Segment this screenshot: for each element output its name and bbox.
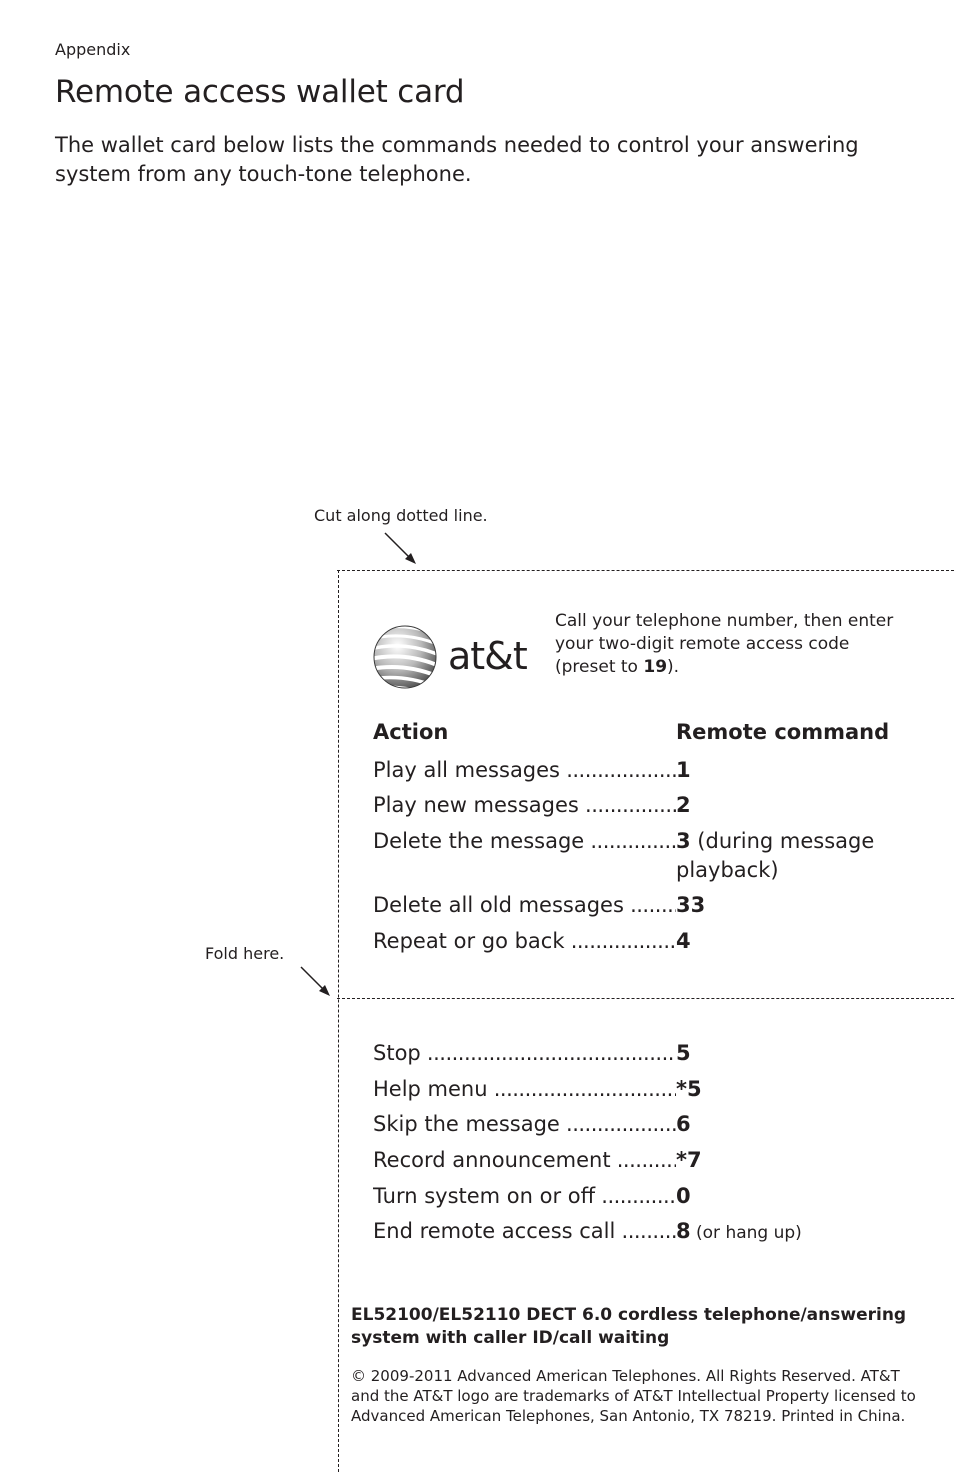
copyright-notice: © 2009-2011 Advanced American Telephones. All Rights Reserved. AT&T and the AT&T logo are trademarks of AT&T Intellectual Property licensed to Advanced American Telephones, San Antonio, TX 78219. Printed in China. (351, 1367, 916, 1425)
command-key: 8 (676, 1219, 691, 1243)
action-label: Turn system on or off ..... (373, 1182, 676, 1211)
action-label: Delete all old messages ..... (373, 891, 676, 920)
action-label: Repeat or go back ..... (373, 927, 676, 956)
command-row (373, 791, 933, 820)
action-label: Record announcement ..... (373, 1146, 676, 1175)
command-key: 1 (676, 758, 691, 782)
command-key: 6 (676, 1112, 691, 1136)
section-label: Appendix (55, 40, 131, 59)
page-title: Remote access wallet card (55, 74, 465, 110)
action-label: Help menu ..... (373, 1075, 676, 1104)
action-label: Play all messages ..... (373, 756, 676, 785)
command-row (373, 1182, 933, 1213)
command-key: 0 (676, 1184, 691, 1208)
command-key: 2 (676, 793, 691, 817)
command-key: 3 (676, 829, 691, 853)
command-row (373, 1110, 933, 1141)
cut-line-left (338, 570, 339, 1472)
command-row (373, 927, 933, 956)
command-row (373, 1039, 933, 1070)
action-label: Stop ..... (373, 1039, 676, 1068)
fold-instruction: Fold here. (205, 944, 285, 963)
command-column-header: Remote command (676, 720, 890, 744)
att-logo-text: at&t (448, 634, 527, 678)
command-key: *7 (676, 1148, 702, 1172)
intro-paragraph: The wallet card below lists the commands needed to control your answering system from any touch-tone telephone. (55, 133, 859, 186)
cut-instruction: Cut along dotted line. (314, 506, 488, 525)
command-note: (during message playback) (676, 829, 875, 882)
model-description: EL52100/EL52110 DECT 6.0 cordless telephone/answering system with caller ID/call waiting (351, 1305, 907, 1348)
action-column-header: Action (373, 720, 449, 744)
action-label: End remote access call ..... (373, 1217, 676, 1246)
command-row (373, 827, 933, 885)
action-label: Delete the message ..... (373, 827, 676, 856)
command-key: 33 (676, 893, 706, 917)
fold-arrow-icon (300, 966, 334, 1000)
cut-line-top (337, 570, 954, 571)
cut-arrow-icon (384, 532, 418, 566)
command-row (373, 891, 933, 920)
call-instructions: Call your telephone number, then enter your two-digit remote access code (preset to 19). (555, 611, 894, 677)
action-label: Play new messages ..... (373, 791, 676, 820)
fold-line (337, 998, 954, 999)
action-label: Skip the message ..... (373, 1110, 676, 1139)
command-key: 5 (676, 1041, 691, 1065)
preset-code: 19 (643, 657, 668, 677)
command-note: (or hang up) (690, 1223, 802, 1243)
command-key: 4 (676, 929, 691, 953)
command-row (373, 1217, 933, 1248)
command-key: *5 (676, 1077, 702, 1101)
command-row (373, 1075, 933, 1106)
command-row (373, 756, 933, 785)
command-row (373, 1146, 933, 1177)
